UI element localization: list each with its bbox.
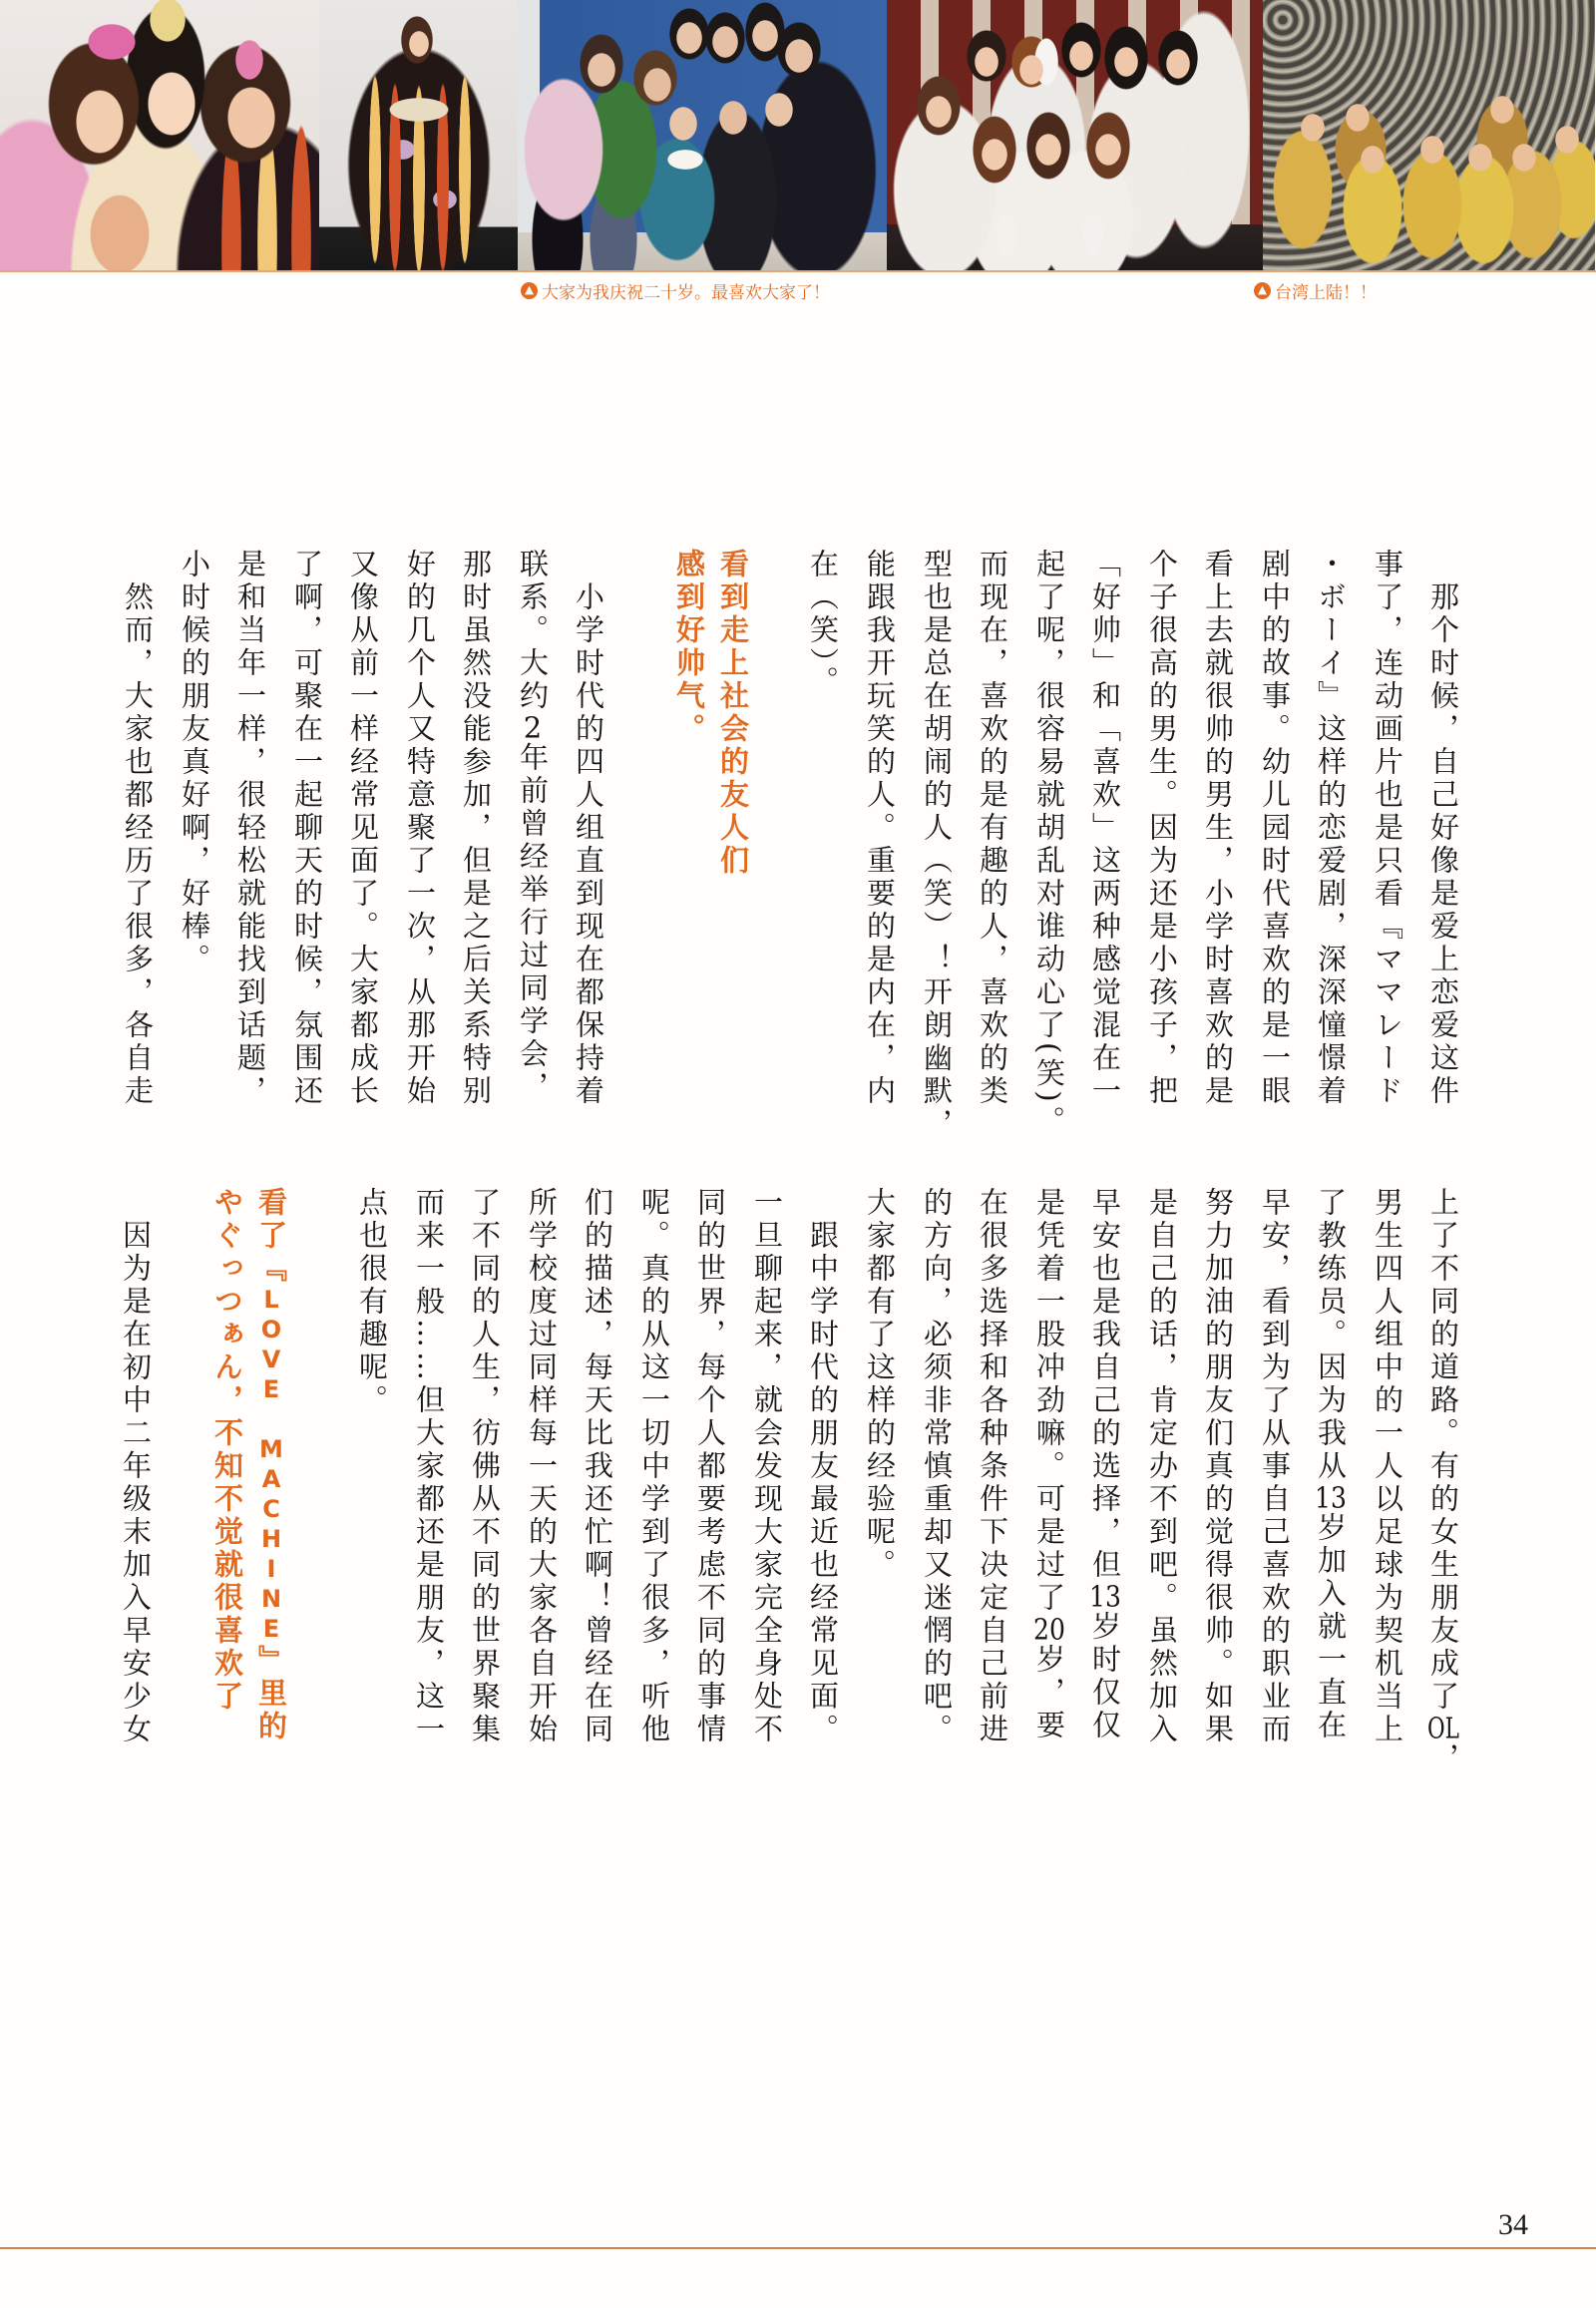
text-column xyxy=(1034,1187,1064,1742)
caption-text: 大家为我庆祝二十岁。最喜欢大家了！ xyxy=(542,282,830,303)
text-column: 能跟我开玩笑的人。重要的是内在，内 xyxy=(863,549,897,1108)
text-segment: ， xyxy=(1426,1742,1460,1775)
photo-white-sweater-group xyxy=(887,0,1263,270)
text-column xyxy=(1428,1187,1458,1775)
number-segment: 20 xyxy=(1033,1615,1065,1644)
caption-text: 台湾上陆！！ xyxy=(1275,282,1377,303)
photo-furisode-trio xyxy=(0,0,319,270)
text-segment: 岁加入就一直在 xyxy=(1314,1512,1348,1742)
text-column: 而来一般……但大家都还是朋友，这一 xyxy=(412,1187,446,1746)
text-column: 早安，看到为了从事自己喜欢的职业而 xyxy=(1258,1187,1292,1746)
text-column: 的方向，必须非常慎重却又迷惘的吧。 xyxy=(920,1187,954,1746)
text-column: 小学时代的四人组直到现在都保持着 xyxy=(572,581,605,1108)
text-segment: 了教练员。因为我从 xyxy=(1314,1187,1348,1483)
text-column: 那时虽然没能参加，但是之后关系特别 xyxy=(459,549,493,1108)
text-column xyxy=(1090,1187,1120,1742)
text-column: 努力加油的朋友们真的觉得很帅。如果 xyxy=(1201,1187,1235,1746)
text-column xyxy=(518,549,548,1104)
text-column: 在（笑）。 xyxy=(806,549,840,699)
text-column xyxy=(1316,1187,1346,1742)
text-column: 那个时候，自己好像是爱上恋爱这件 xyxy=(1426,581,1460,1108)
photo-caption xyxy=(1254,278,1377,302)
text-column: 大家都有了这样的经验呢。 xyxy=(863,1187,897,1582)
page-number: 34 xyxy=(1498,2208,1528,2241)
text-column: 是和当年一样，很轻松就能找到话题， xyxy=(233,549,267,1108)
number-segment: 2 xyxy=(523,713,543,742)
text-segment: 上了不同的道路。有的女生朋友成了 xyxy=(1426,1187,1460,1714)
text-column: 型也是总在胡闹的人（笑）！开朗幽默， xyxy=(920,549,954,1141)
text-column: 男生四人组中的一人以足球为契机当上 xyxy=(1371,1187,1404,1746)
text-segment: 是凭着一股冲劲嘛。可是过了 xyxy=(1032,1187,1066,1615)
text-column: 所学校度过同样每一天的大家各自开始 xyxy=(525,1187,559,1746)
text-column: 同的世界，每个人都要考虑不同的事情 xyxy=(693,1187,727,1746)
text-segment: 早安也是我自己的选择，但 xyxy=(1088,1187,1122,1582)
text-column: 因为是在初中二年级末加入早安少女 xyxy=(119,1220,153,1746)
photo-birthday-group xyxy=(518,0,887,270)
text-column: 看上去就很帅的男生，小学时喜欢的是 xyxy=(1201,549,1235,1108)
section-heading: やぐっつぁん，不知不觉就很喜欢了 xyxy=(210,1187,244,1714)
text-column: 而现在，喜欢的是有趣的人，喜欢的类 xyxy=(976,549,1009,1108)
text-column: 好的几个人又特意聚了一次，从那开始 xyxy=(403,549,437,1108)
section-heading: 看到走上社会的友人们 xyxy=(716,549,750,878)
text-segment: 年前曾经举行过同学会， xyxy=(516,742,550,1104)
text-column: 事了，连动画片也是只看『ママレード xyxy=(1371,549,1404,1108)
text-segment: 联系。大约 xyxy=(516,549,550,713)
footer-rule xyxy=(0,2247,1596,2249)
song-title-segment: LOVE MACHINE xyxy=(257,1286,285,1645)
number-segment: 13 xyxy=(1315,1483,1347,1512)
text-column: 又像从前一样经常见面了。大家都成长 xyxy=(346,549,380,1108)
photo-caption xyxy=(521,278,830,302)
text-column: 跟中学时代的朋友最近也经常见面。 xyxy=(806,1220,840,1746)
photo-kimono-single xyxy=(319,0,518,270)
text-column: 起了呢，很容易就胡乱对谁动心了(笑)。 xyxy=(1032,549,1066,1139)
text-column: 了不同的人生，彷佛从不同的世界聚集 xyxy=(468,1187,502,1746)
text-column: 「好帅」和「喜欢」这两种感觉混在一 xyxy=(1088,549,1122,1108)
text-column: 然而，大家也都经历了很多，各自走 xyxy=(121,581,155,1108)
abbrev-segment: OL xyxy=(1427,1714,1459,1742)
text-segment: 岁时仅仅 xyxy=(1088,1611,1122,1742)
text-column: 小时候的朋友真好啊，好棒。 xyxy=(178,549,211,976)
text-column: 一旦聊起来，就会发现大家完全身处不 xyxy=(750,1187,784,1746)
section-heading xyxy=(256,1187,286,1743)
text-segment: 岁，要 xyxy=(1032,1644,1066,1742)
text-column: 剧中的故事。幼儿园时代喜欢的是一眼 xyxy=(1258,549,1292,1108)
text-column: 呢。真的从这一切中学到了很多，听他 xyxy=(637,1187,671,1746)
heading-segment: 』里的 xyxy=(254,1645,288,1743)
photo-strip xyxy=(0,0,1596,270)
heading-segment: 看了『 xyxy=(254,1187,288,1286)
text-column: 点也很有趣呢。 xyxy=(355,1187,389,1417)
photo-strip-rule xyxy=(0,270,1596,272)
triangle-circle-icon xyxy=(1254,282,1271,299)
text-column: 是自己的话，肯定办不到吧。虽然加入 xyxy=(1145,1187,1179,1746)
text-column: 了啊，可聚在一起聊天的时候，氛围还 xyxy=(290,549,324,1108)
text-column: 们的描述，每天比我还忙啊！曾经在同 xyxy=(581,1187,614,1746)
triangle-circle-icon xyxy=(521,282,538,299)
text-column: 个子很高的男生。因为还是小孩子，把 xyxy=(1145,549,1179,1108)
number-segment: 13 xyxy=(1089,1582,1121,1611)
photo-taiwan-stage xyxy=(1263,0,1595,270)
section-heading: 感到好帅气。 xyxy=(672,549,706,746)
text-column: 在很多选择和各种条件下决定自己前进 xyxy=(976,1187,1009,1746)
text-column: ・ボーイ』这样的恋爱剧，深深憧憬着 xyxy=(1314,549,1348,1108)
